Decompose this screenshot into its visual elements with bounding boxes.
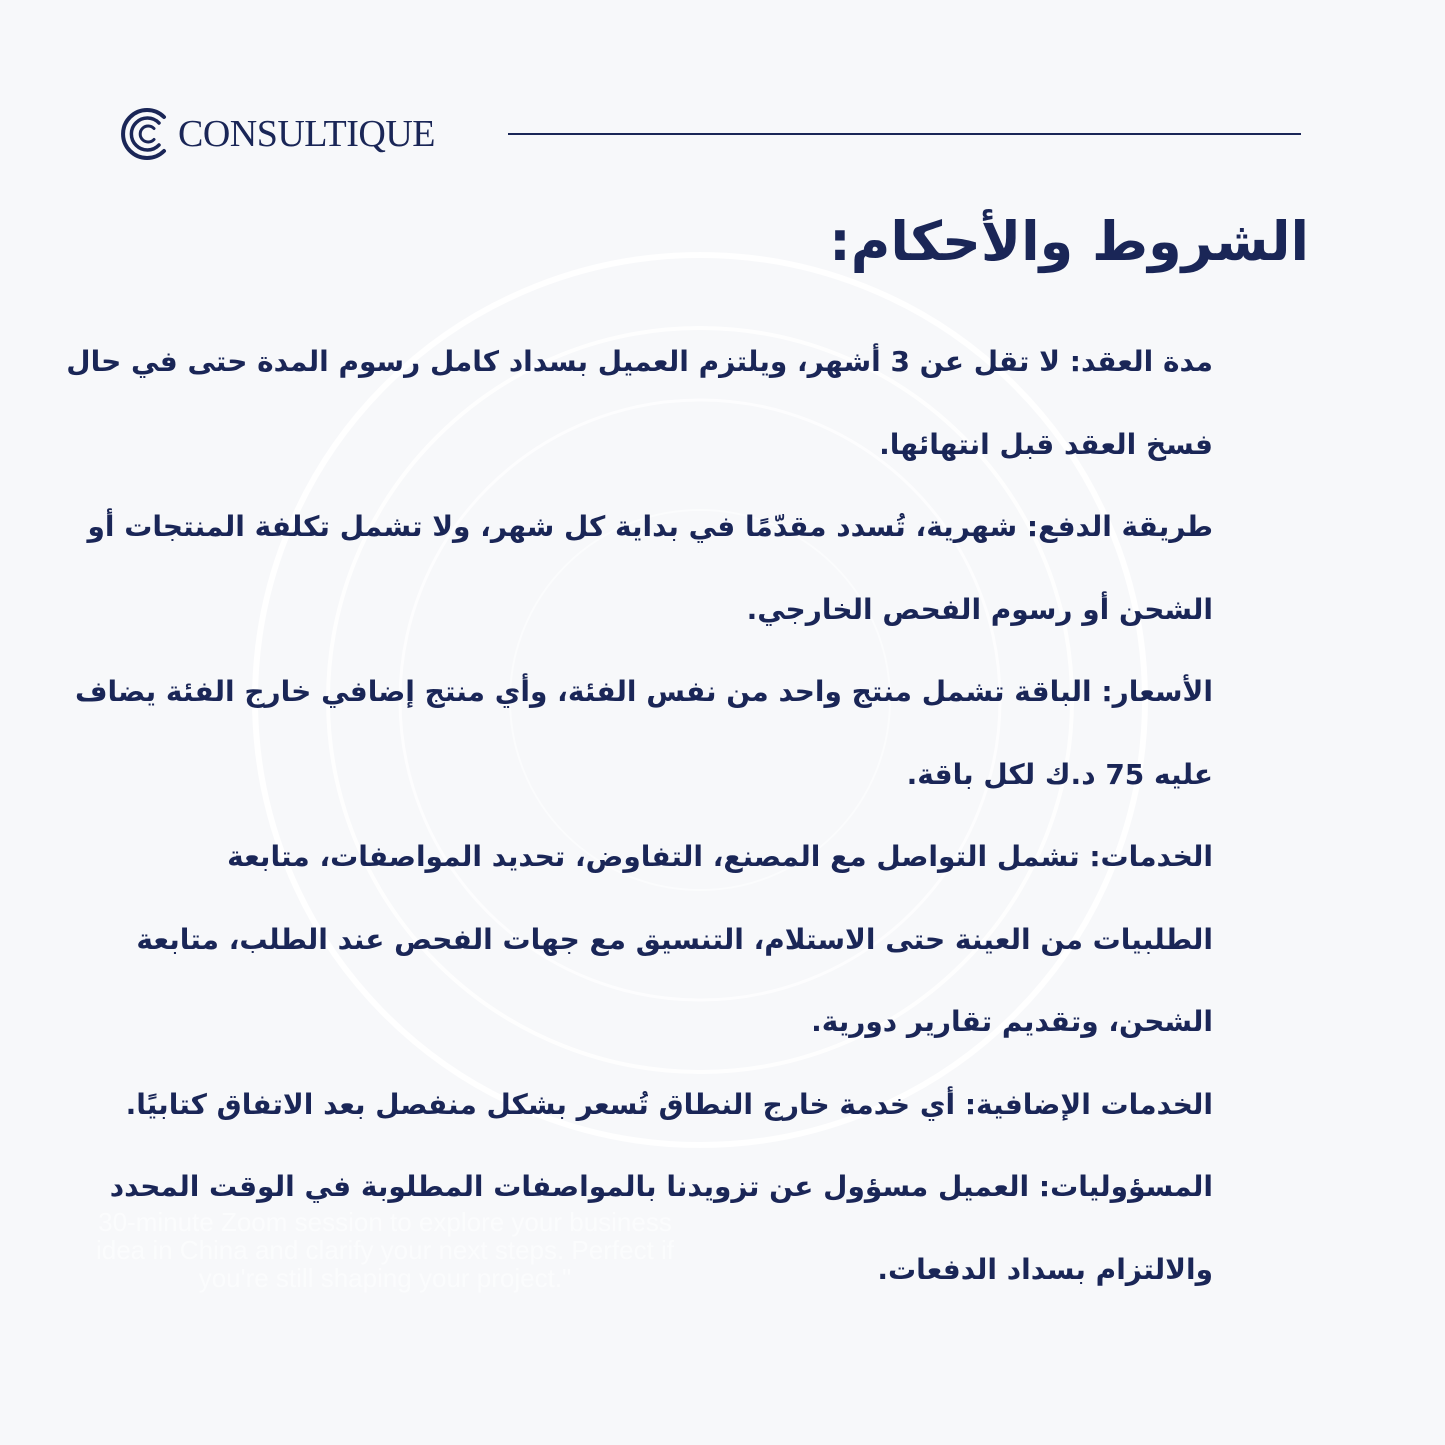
term-prices-line-2: عليه 75 د.ك لكل باقة. — [906, 757, 1213, 791]
brand-name: CONSULTIQUE — [178, 113, 435, 155]
term-responsibilities-line-2: والالتزام بسداد الدفعات. — [877, 1252, 1213, 1286]
term-services-line-2: الطلبيات من العينة حتى الاستلام، التنسيق مع جهات الفحص عند الطلب، متابعة — [136, 922, 1213, 956]
concentric-c-icon — [120, 106, 176, 162]
term-payment-method-line-1: طريقة الدفع: شهرية، تُسدد مقدّمًا في بداية كل شهر، ولا تشمل تكلفة المنتجات أو — [87, 510, 1213, 543]
term-contract-duration-line-1: مدة العقد: لا تقل عن 3 أشهر، ويلتزم العميل بسداد كامل رسوم المدة حتى في حال — [66, 345, 1213, 378]
terms-list — [66, 321, 1213, 1311]
term-payment-method-line-2: الشحن أو رسوم الفحص الخارجي. — [746, 592, 1213, 626]
term-services-line-1: الخدمات: تشمل التواصل مع المصنع، التفاوض، تحديد المواصفات، متابعة — [227, 840, 1213, 873]
page-title: الشروط والأحكام: — [829, 210, 1309, 273]
term-prices-line-1: الأسعار: الباقة تشمل منتج واحد من نفس الفئة، وأي منتج إضافي خارج الفئة يضاف — [75, 675, 1213, 708]
faded-overlay-text: 30-minute Zoom session to explore your business idea in China and clarify your next steps. Perfect if you're still shaping your project." — [95, 1207, 675, 1293]
term-additional-services-line-1: الخدمات الإضافية: أي خدمة خارج النطاق تُسعر بشكل منفصل بعد الاتفاق كتابيًا. — [125, 1087, 1213, 1121]
term-responsibilities-line-1: المسؤوليات: العميل مسؤول عن تزويدنا بالمواصفات المطلوبة في الوقت المحدد — [109, 1170, 1213, 1203]
header-divider — [508, 133, 1301, 135]
brand-header — [120, 104, 1302, 164]
term-services-line-3: الشحن، وتقديم تقارير دورية. — [811, 1005, 1213, 1038]
term-contract-duration-line-2: فسخ العقد قبل انتهائها. — [879, 427, 1213, 461]
